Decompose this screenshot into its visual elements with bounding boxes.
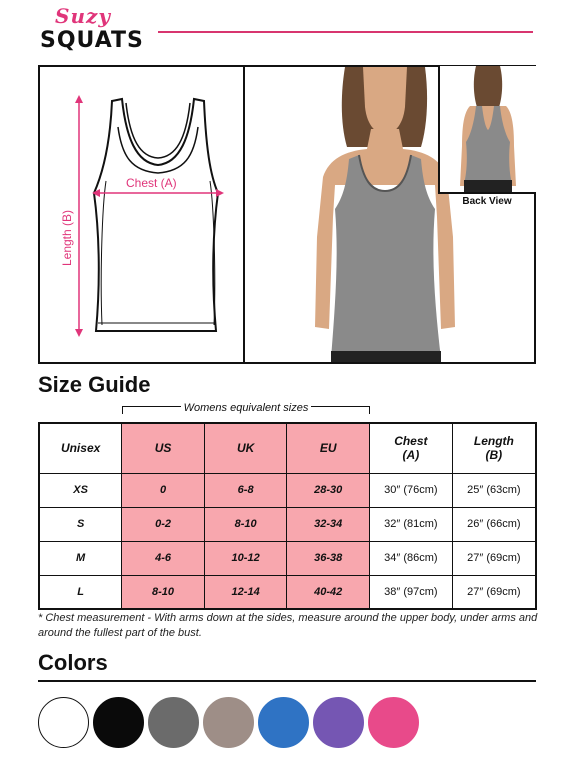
cell-length: 26″ (66cm) (452, 507, 536, 541)
cell-length: 27″ (69cm) (452, 541, 536, 575)
brand-name-logo: SQUATS (40, 28, 144, 53)
model-back-photo (438, 66, 536, 194)
cell-uk: 10-12 (204, 541, 287, 575)
cell-us: 4-6 (122, 541, 205, 575)
cell-unisex: M (39, 541, 122, 575)
header-unisex: Unisex (39, 423, 122, 473)
cell-chest: 32″ (81cm) (370, 507, 453, 541)
table-row (39, 541, 536, 575)
cell-uk: 8-10 (204, 507, 287, 541)
back-view-label: Back View (462, 196, 512, 207)
color-swatch-dark-grey[interactable] (148, 697, 199, 748)
cell-unisex: XS (39, 473, 122, 507)
chest-measurement-note: * Chest measurement - With arms down at the sides, measure around the upper body, under arms and around the fullest part of the bust. (38, 612, 538, 639)
womens-equivalent-bracket (122, 398, 370, 414)
size-guide-title: Size Guide (38, 372, 151, 397)
cell-chest: 30″ (76cm) (370, 473, 453, 507)
brand-script-logo: Suzy (55, 4, 111, 28)
cell-eu: 40-42 (287, 575, 370, 609)
cell-chest: 34″ (86cm) (370, 541, 453, 575)
header-uk: UK (204, 423, 287, 473)
cell-length: 25″ (63cm) (452, 473, 536, 507)
color-swatch-black[interactable] (93, 697, 144, 748)
cell-unisex: S (39, 507, 122, 541)
colors-title: Colors (38, 650, 108, 675)
cell-us: 0-2 (122, 507, 205, 541)
color-swatch-warm-grey[interactable] (203, 697, 254, 748)
cell-eu: 28-30 (287, 473, 370, 507)
color-swatch-white[interactable] (38, 697, 89, 748)
header-length: Length (B) (452, 423, 536, 473)
cell-chest: 38″ (97cm) (370, 575, 453, 609)
size-table-header-row (39, 423, 536, 473)
chest-measure-label: Chest (A) (126, 176, 177, 190)
cell-us: 0 (122, 473, 205, 507)
model-back-image (440, 66, 536, 192)
cell-length: 27″ (69cm) (452, 575, 536, 609)
header-divider (158, 31, 533, 33)
header-chest: Chest (A) (370, 423, 453, 473)
cell-us: 8-10 (122, 575, 205, 609)
womens-equivalent-label: Womens equivalent sizes (181, 402, 312, 414)
colors-divider (38, 680, 536, 682)
header-eu: EU (287, 423, 370, 473)
cell-unisex: L (39, 575, 122, 609)
table-row (39, 575, 536, 609)
length-measure-label: Length (B) (60, 209, 74, 267)
color-swatch-blue[interactable] (258, 697, 309, 748)
cell-uk: 6-8 (204, 473, 287, 507)
header-us: US (122, 423, 205, 473)
table-row (39, 473, 536, 507)
color-swatch-purple[interactable] (313, 697, 364, 748)
size-table (38, 422, 537, 610)
tank-diagram-panel (38, 65, 245, 364)
cell-eu: 36-38 (287, 541, 370, 575)
table-row (39, 507, 536, 541)
cell-eu: 32-34 (287, 507, 370, 541)
cell-uk: 12-14 (204, 575, 287, 609)
color-swatch-pink[interactable] (368, 697, 419, 748)
